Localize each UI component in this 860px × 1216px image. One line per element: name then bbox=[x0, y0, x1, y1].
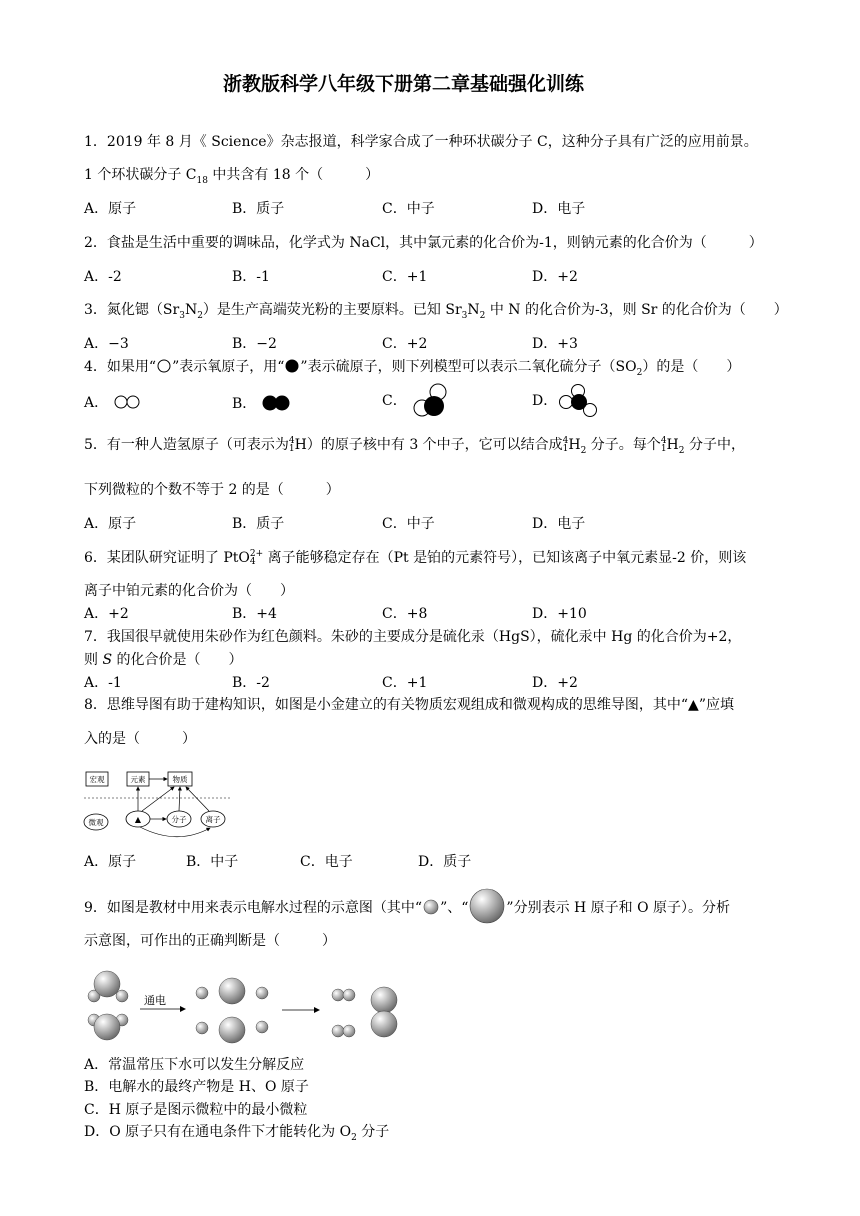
q8-stem-line1: 8．思维导图有助于建构知识，如图是小金建立的有关物质宏观组成和微观构成的思维导图，其中“▲”应填 bbox=[84, 697, 734, 713]
q2-option-d: D．+2 bbox=[532, 269, 578, 285]
q9-option-a: A．常温常压下水可以发生分解反应 bbox=[84, 1057, 305, 1073]
oxygen-molecule bbox=[371, 987, 397, 1037]
q3-option-c: C．+2 bbox=[382, 336, 428, 352]
model-two-oxygen-icon bbox=[113, 394, 143, 410]
q2-option-a: A．-2 bbox=[84, 269, 122, 285]
model-so2-bent-icon bbox=[558, 383, 598, 419]
water-molecule-2 bbox=[88, 1014, 128, 1040]
q7-option-d: D．+2 bbox=[532, 675, 578, 691]
q6-option-b: B．+4 bbox=[232, 606, 277, 622]
q4-option-d: D． bbox=[532, 393, 558, 409]
micro-label: 微观 bbox=[88, 818, 104, 827]
q1-option-a: A．原子 bbox=[84, 201, 137, 217]
q9-stem-line1: 9．如图是教材中用来表示电解水过程的示意图（其中“ ”、“ ”分别表示 H 原子和 O 原子）。分析 bbox=[84, 888, 730, 924]
ion-label: 离子 bbox=[205, 815, 221, 824]
q8-option-d: D．质子 bbox=[418, 854, 472, 870]
q9-option-d: D．O 原子只有在通电条件下才能转化为 $O_2$ 分子 bbox=[84, 1124, 390, 1143]
q5-option-d: D．电子 bbox=[532, 516, 586, 532]
q5-option-a: A．原子 bbox=[84, 516, 137, 532]
q1-option-d: D．电子 bbox=[532, 201, 586, 217]
q5-stem-line2: 下列微粒的个数不等于 2 的是（ ） bbox=[84, 482, 340, 498]
q8-stem-line2: 入的是（ ） bbox=[84, 731, 196, 747]
page-title: 浙教版科学八年级下册第二章基础强化训练 bbox=[223, 73, 585, 95]
q7-stem-line2: 则 S 的化合价是（ ） bbox=[84, 652, 243, 668]
q1-stem-line1: 1．2019 年 8 月《 Science》杂志报道，科学家合成了一种环状碳分子 C，这种分子具有广泛的应用前景。 bbox=[84, 134, 758, 150]
q5-option-b: B．质子 bbox=[232, 516, 285, 532]
molecule-label: 分子 bbox=[171, 815, 187, 824]
mind-map-diagram bbox=[82, 766, 232, 846]
q8-option-a: A．原子 bbox=[84, 854, 137, 870]
q7-stem-line1: 7．我国很早就使用朱砂作为红色颜料。朱砂的主要成分是硫化汞（HgS），硫化汞中 Hg 的化合价为+2， bbox=[84, 629, 742, 645]
q9-stem-line2: 示意图，可作出的正确判断是（ ） bbox=[84, 933, 336, 949]
q2-stem: 2．食盐是生活中重要的调味品，化学式为 NaCl，其中氯元素的化合价为-1，则钠元素的化合价为（ ） bbox=[84, 235, 763, 251]
q4-stem: 4．如果用“ ”表示氧原子，用“ ”表示硫原子，则下列模型可以表示二氧化硫分子$(SO_2)$的是（ ） bbox=[84, 359, 741, 378]
q3-option-a: A．−3 bbox=[84, 336, 129, 352]
macro-label: 宏观 bbox=[89, 775, 105, 784]
q2-option-c: C．+1 bbox=[382, 269, 428, 285]
q1-stem-line2: 1 个环状碳分子 $C_{18}$ 中共含有 18 个（ ） bbox=[84, 167, 380, 186]
substance-label: 物质 bbox=[172, 775, 188, 784]
q5-option-c: C．中子 bbox=[382, 516, 435, 532]
q1-option-c: C．中子 bbox=[382, 201, 435, 217]
q8-option-c: C．电子 bbox=[300, 854, 353, 870]
q7-option-a: A．-1 bbox=[84, 675, 122, 691]
hydrogen-molecule-2 bbox=[332, 1025, 355, 1037]
element-label: 元素 bbox=[130, 775, 146, 784]
model-so2-large-icon bbox=[410, 382, 450, 418]
electrify-label: 通电 bbox=[144, 994, 166, 1007]
q6-option-d: D．+10 bbox=[532, 606, 587, 622]
q6-option-a: A．+2 bbox=[84, 606, 129, 622]
hydrogen-molecule-1 bbox=[332, 989, 355, 1001]
electrolysis-diagram bbox=[82, 966, 422, 1046]
oxygen-atom-icon bbox=[156, 359, 172, 373]
q7-option-c: C．+1 bbox=[382, 675, 428, 691]
q6-stem-line2: 离子中铂元素的化合价为（ ） bbox=[84, 583, 294, 599]
model-two-sulfur-icon bbox=[261, 394, 293, 412]
q4-option-c: C． bbox=[382, 393, 407, 409]
q6-option-c: C．+8 bbox=[382, 606, 428, 622]
q9-option-c: C．H 原子是图示微粒中的最小微粒 bbox=[84, 1102, 308, 1118]
q3-option-b: B．−2 bbox=[232, 336, 277, 352]
sulfur-atom-icon bbox=[284, 359, 300, 373]
q3-option-d: D．+3 bbox=[532, 336, 578, 352]
oxygen-atom-large-icon bbox=[468, 888, 506, 924]
separated-atoms bbox=[196, 978, 268, 1043]
q2-option-b: B．-1 bbox=[232, 269, 270, 285]
q4-option-a: A． bbox=[84, 394, 143, 410]
hydrogen-atom-icon bbox=[422, 899, 440, 915]
q5-stem-line1: 5．有一种人造氢原子（可表示为4 1H）的原子核中有 3 个中子，它可以结合成4 $1H_2$ 分子。每个4 $1H_2$ 分子中， bbox=[84, 436, 745, 456]
triangle-label: ▲ bbox=[134, 815, 142, 824]
water-molecule-1 bbox=[88, 971, 128, 1002]
q3-stem: 3．氮化锶$(Sr_3N_2)$是生产高端荧光粉的主要原料。已知 $Sr_3N_2$ 中 N 的化合价为-3，则 Sr 的化合价为（ ） bbox=[84, 302, 788, 321]
q6-stem-line1: 6．某团队研究证明了 PtO2+ 4 离子能够稳定存在（Pt 是铂的元素符号），已知该离子中氧元素显-2 价，则该 bbox=[84, 549, 747, 567]
q8-option-b: B．中子 bbox=[186, 854, 239, 870]
q9-option-b: B．电解水的最终产物是 H、O 原子 bbox=[84, 1079, 309, 1095]
q1-option-b: B．质子 bbox=[232, 201, 285, 217]
q7-option-b: B．-2 bbox=[232, 675, 270, 691]
q4-option-b: B． bbox=[232, 394, 293, 412]
